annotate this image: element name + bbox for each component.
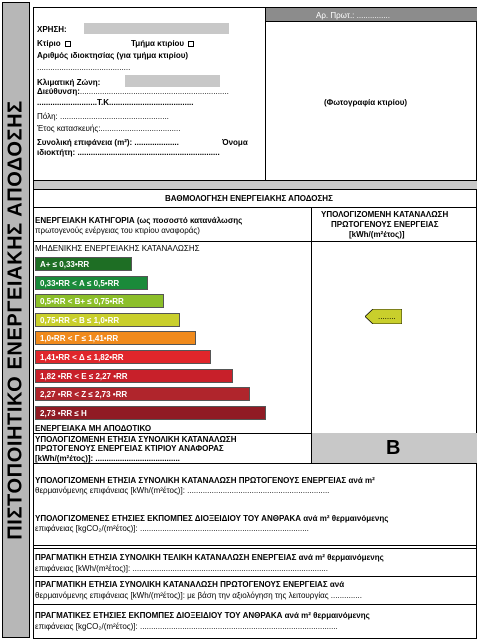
category-header-line2: πρωτογενούς ενέργειας του κτιρίου αναφοράς) xyxy=(35,226,200,235)
calc-header-line2: ΠΡΩΤΟΓΕΝΟΥΣ ΕΝΕΡΓΕΙΑΣ xyxy=(331,220,439,229)
building-checkbox-label: Κτίριο xyxy=(37,39,71,48)
rating-bar: 1,41•RR < Δ ≤ 1,82•RR xyxy=(35,350,211,364)
protocol-bar xyxy=(266,8,477,22)
actual-primary-line1: ΠΡΑΓΜΑΤΙΚΗ ΕΤΗΣΙΑ ΣΥΝΟΛΙΚΗ ΚΑΤΑΝΑΛΩΣΗ ΠΡΩΤΟΓΕΝΟΥΣ ΕΝΕΡΓΕΙΑΣ ανά xyxy=(35,580,345,589)
certificate-frame xyxy=(33,7,477,639)
rating-bar: 0,75•RR < Β ≤ 1,0•RR xyxy=(35,313,180,327)
year-field[interactable]: Έτος κατασκευής:.................................... xyxy=(37,124,181,133)
inefficient-label: ΕΝΕΡΓΕΙΑΚΑ ΜΗ ΑΠΟΔΟΤΙΚΟ xyxy=(35,424,152,433)
reference-label-line1: ΥΠΟΛΟΓΙΖΟΜΕΝΗ ΕΤΗΣΙΑ ΣΥΝΟΛΙΚΗ ΚΑΤΑΝΑΛΩΣΗ xyxy=(35,435,237,444)
actual-primary-line2[interactable]: θερμαινόμενης επιφάνειας [kWh/(m²έτος)]: με βάση την αξιολόγηση της λειτουργίας .............. xyxy=(35,591,362,600)
consumption-marker xyxy=(365,309,402,324)
reference-class-box xyxy=(311,433,477,463)
owner-number-field[interactable]: .......................................... xyxy=(37,63,131,72)
calc-primary-line2[interactable]: θερμαινόμενης επιφάνειας [kWh/(m²έτος)]: ................................................................ xyxy=(35,486,330,495)
certificate-title: ΠΙΣΤΟΠΟΙΗΤΙΚΟ ΕΝΕΡΓΕΙΑΚΗΣ ΑΠΟΔΟΣΗΣ xyxy=(4,100,27,540)
climate-zone-field[interactable] xyxy=(125,75,220,87)
rating-bar: A+ ≤ 0,33•RR xyxy=(35,257,132,271)
use-label: ΧΡΗΣΗ: xyxy=(37,25,67,34)
actual-co2-line2[interactable]: επιφάνειας [kgCO₂/(m²έτος)]: ......................................................................................... xyxy=(35,622,338,631)
owner-name-label: Όνομα xyxy=(222,138,248,147)
rating-bar: 2,27 •RR < Ζ ≤ 2,73 •RR xyxy=(35,387,250,401)
climate-zone-label: Κλιματική Ζώνη: xyxy=(37,78,101,87)
section-gap xyxy=(34,180,477,190)
calc-header-line1: ΥΠΟΛΟΓΙΖΟΜΕΝΗ ΚΑΤΑΝΑΛΩΣΗ xyxy=(321,210,449,219)
certificate-sidebar xyxy=(2,2,30,638)
area-field[interactable]: Συνολική επιφάνεια (m²): .................... xyxy=(37,138,179,147)
rating-bar: 1,82 •RR < Ε ≤ 2,27 •RR xyxy=(35,369,233,383)
category-header-line1: ΕΝΕΡΓΕΙΑΚΗ ΚΑΤΗΓΟΡΙΑ (ως ποσοστό κατανάλωσης xyxy=(35,216,243,225)
rating-section-title: ΒΑΘΜΟΛΟΓΗΣΗ ΕΝΕΡΓΕΙΑΚΗΣ ΑΠΟΔΟΣΗΣ xyxy=(165,194,333,203)
reference-class-value: B xyxy=(386,437,401,459)
reference-label-line3: [kWh/(m²έτος)]: ...................................... xyxy=(35,454,180,463)
rating-bar: 2,73 •RR ≤ Η xyxy=(35,406,266,420)
actual-final-line1: ΠΡΑΓΜΑΤΙΚΗ ΕΤΗΣΙΑ ΣΥΝΟΛΙΚΗ ΤΕΛΙΚΗ ΚΑΤΑΝΑΛΩΣΗ ΕΝΕΡΓΕΙΑΣ ανά m² θερμαινόμενης xyxy=(35,553,384,562)
city-field[interactable]: Πόλη: ................................................. xyxy=(37,112,169,121)
calc-co2-line1: ΥΠΟΛΟΓΙΖΟΜΕΝΕΣ ΕΤΗΣΙΕΣ ΕΚΠΟΜΠΕΣ ΔΙΟΞΕΙΔΙΟΥ ΤΟΥ ΑΝΘΡΑΚΑ ανά m² θερμαινόμενης xyxy=(35,514,389,523)
building-checkbox[interactable] xyxy=(65,41,71,47)
summary-section xyxy=(34,463,477,540)
owner-name-field[interactable]: ιδιοκτήτη: ................................................................ xyxy=(37,148,220,157)
owner-number-label: Αριθμός ιδιοκτησίας (για τμήμα κτιρίου) xyxy=(37,51,189,60)
part-checkbox[interactable] xyxy=(188,41,194,47)
calc-header-line3: [kWh/(m²έτος)] xyxy=(349,230,405,239)
reference-label-line2: ΠΡΩΤΟΓΕΝΟΥΣ ΕΝΕΡΓΕΙΑΣ ΚΤΙΡΙΟΥ ΑΝΑΦΟΡΑΣ xyxy=(35,444,224,453)
photo-placeholder: (Φωτογραφία κτιρίου) xyxy=(324,98,408,107)
postal-code-field[interactable]: ...........................Τ.Κ...................................... xyxy=(37,98,194,107)
rating-column-divider xyxy=(311,207,312,457)
calc-co2-line2[interactable]: επιφάνειας [kgCO₂/(m²έτος)]: ............................................................................ xyxy=(35,524,309,533)
rating-bar: 0,33•RR < Α ≤ 0,5•RR xyxy=(35,276,148,290)
calc-primary-line1: ΥΠΟΛΟΓΙΖΟΜΕΝΗ ΕΤΗΣΙΑ ΣΥΝΟΛΙΚΗ ΚΑΤΑΝΑΛΩΣΗ ΠΡΩΤΟΓΕΝΟΥΣ ΕΝΕΡΓΕΙΑΣ ανά m² xyxy=(35,476,375,485)
info-divider xyxy=(265,8,266,180)
address-label: Διεύθυνση:................................................................... xyxy=(37,87,229,96)
consumption-marker-value: ........ xyxy=(378,312,396,321)
actual-co2-line1: ΠΡΑΓΜΑΤΙΚΕΣ ΕΤΗΣΙΕΣ ΕΚΠΟΜΠΕΣ ΔΙΟΞΕΙΔΙΟΥ ΤΟΥ ΑΝΘΡΑΚΑ ανά m² θερμαινόμενης xyxy=(35,611,370,620)
actual-final-line2[interactable]: επιφάνειας [kWh/(m²έτος)]: ........................................................................................ xyxy=(35,564,329,573)
zero-consumption-label: ΜΗΔΕΝΙΚΗΣ ΕΝΕΡΓΕΙΑΚΗΣ ΚΑΤΑΝΑΛΩΣΗΣ xyxy=(35,244,200,253)
protocol-number: Αρ. Πρωτ.: ............... xyxy=(316,11,390,20)
part-checkbox-label: Τμήμα κτιρίου xyxy=(131,39,194,48)
use-field[interactable] xyxy=(84,23,229,34)
rating-bar: 1,0•RR < Γ ≤ 1,41•RR xyxy=(35,331,196,345)
rating-bar: 0,5•RR < Β+ ≤ 0,75•RR xyxy=(35,294,164,308)
